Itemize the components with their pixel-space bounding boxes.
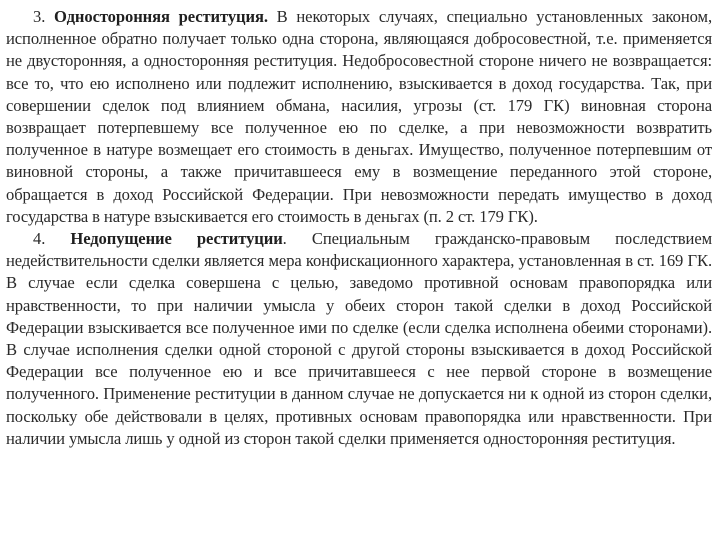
paragraph-body: . Специальным гражданско-правовым последствием недействительности сделки является мера конфискационного характера, установленная в ст. 169 ГК. В случае если сделка совершена с целью, заведомо противной основам правопорядка или нравственности, то при наличии умысла у обеих сторон такой сделки в доход Российской Федерации взыскивается все полученное ими по сделке (если сделка исполнена обеими сторонами). В случае исполнения сделки одной стороной с другой стороны взыскивается в доход Российской Федерации все полученное ею и все причитавшееся с нее первой стороне в возмещение полученного. Применение реституции в данном случае не допускается ни к одной из сторон сделки, поскольку обе действовали в целях, противных основам правопорядка или нравственности. При наличии умысла лишь у одной из сторон такой сделки применяется односторонняя реституция. xyxy=(6,229,712,448)
paragraph-number: 3. xyxy=(33,7,46,26)
paragraph-number: 4. xyxy=(33,229,46,249)
paragraph-body: В некоторых случаях, специально установленных законом, исполненное обратно получает только одна сторона, являющаяся добросовестной, т.е. применяется не двусторонняя, а односторонняя реституция. Недобросовестной стороне ничего не возвращается: все то, что ею исполнено или подлежит исполнению, взыскивается в доход государства. Так, при совершении сделок под влиянием обмана, насилия, угрозы (ст. 179 ГК) виновная сторона возвращает потерпевшему все полученное ею по сделке, а при невозможности возвратить полученное в натуре возмещает его стоимость в деньгах. Имущество, полученное потерпевшим от виновной стороны, а также причитавшееся ему в возмещение переданного этой стороне, обращается в доход Российской Федерации. При невозможности передать имущество в доход государства в натуре взыскивается его стоимость в деньгах (п. 2 ст. 179 ГК). xyxy=(6,7,712,226)
paragraph-unilateral-restitution xyxy=(6,6,712,228)
paragraph-heading: Односторонняя реституция. xyxy=(54,7,268,26)
paragraph-restitution-prohibition xyxy=(6,228,712,450)
paragraph-heading: Недопущение реституции xyxy=(70,229,283,249)
